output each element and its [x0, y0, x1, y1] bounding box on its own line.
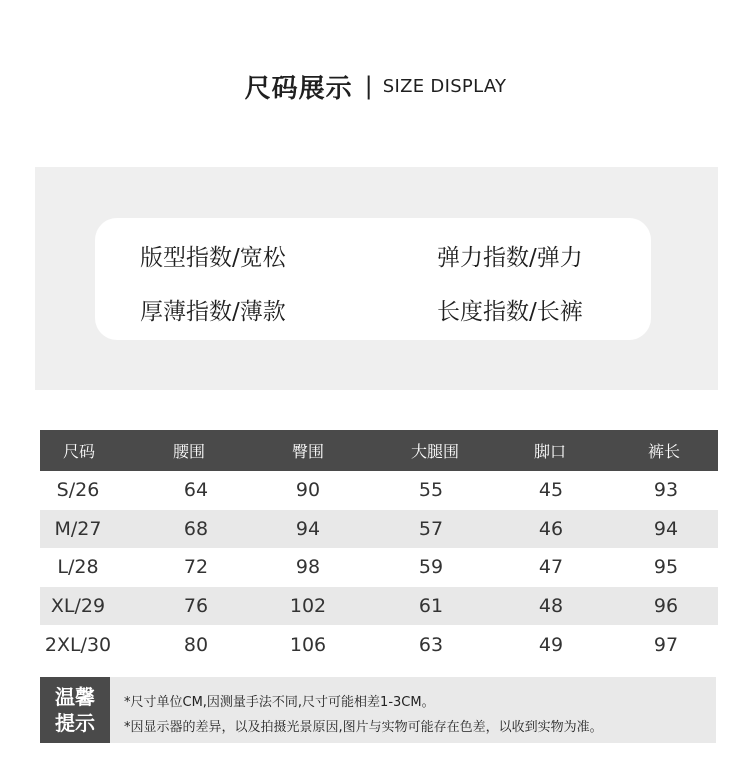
measurement-cell: 64 — [183, 479, 209, 502]
measurement-cell: 63 — [418, 633, 444, 656]
measurement-cell: 102 — [289, 595, 327, 618]
index-elasticity: 弹力指数/弹力 — [437, 245, 583, 271]
table-header-cell: 腰围 — [173, 442, 206, 461]
index-thickness: 厚薄指数/薄款 — [140, 299, 286, 325]
measurement-cell: 49 — [538, 633, 564, 656]
measurement-cell: 76 — [183, 595, 209, 618]
measurement-cell: 97 — [653, 633, 679, 656]
tips-tag-line: 温馨 — [55, 685, 95, 709]
index-length: 长度指数/长裤 — [437, 299, 583, 325]
table-header-cell: 裤长 — [648, 442, 681, 461]
measurement-cell: 72 — [183, 556, 209, 579]
measurement-cell: 46 — [538, 517, 564, 540]
index-fit: 版型指数/宽松 — [140, 245, 286, 271]
measurement-cell: 55 — [418, 479, 444, 502]
measurement-cell: 106 — [289, 633, 327, 656]
section-title-en: SIZE DISPLAY — [382, 75, 507, 97]
table-header-cell: 大腿围 — [411, 442, 460, 461]
table-header-cell: 脚口 — [534, 442, 567, 461]
table-row — [40, 548, 718, 587]
tips-tag-line: 提示 — [55, 711, 95, 735]
size-label-cell: M/27 — [54, 517, 102, 540]
section-header — [0, 66, 751, 106]
measurement-cell: 94 — [295, 517, 321, 540]
measurement-cell: 61 — [418, 595, 444, 618]
table-row — [40, 625, 718, 664]
table-header — [40, 430, 718, 471]
measurement-cell: 98 — [295, 556, 321, 579]
measurement-cell: 45 — [538, 479, 564, 502]
table-row — [40, 587, 718, 626]
size-label-cell: L/28 — [57, 556, 99, 579]
table-row — [40, 471, 718, 510]
tips-tag — [40, 677, 110, 743]
tips-box — [40, 677, 716, 743]
measurement-cell: 80 — [183, 633, 209, 656]
measurement-cell: 96 — [653, 595, 679, 618]
measurement-cell: 57 — [418, 517, 444, 540]
measurement-cell: 59 — [418, 556, 444, 579]
size-table — [40, 430, 718, 664]
tip-line: *尺寸单位CM,因测量手法不同,尺寸可能相差1-3CM。 — [124, 695, 435, 710]
section-title-cn: 尺码展示 — [244, 73, 353, 104]
measurement-cell: 90 — [295, 479, 321, 502]
measurement-cell: 48 — [538, 595, 564, 618]
size-label-cell: S/26 — [56, 479, 100, 502]
table-header-cell: 臀围 — [292, 442, 325, 461]
index-card — [95, 218, 651, 340]
table-row — [40, 510, 718, 549]
measurement-cell: 95 — [653, 556, 679, 579]
size-label-cell: 2XL/30 — [44, 633, 112, 656]
table-header-cell: 尺码 — [63, 442, 96, 461]
title-separator: | — [364, 72, 373, 100]
measurement-cell: 68 — [183, 517, 209, 540]
tip-line: *因显示器的差异，以及拍摄光景原因,图片与实物可能存在色差，以收到实物为准。 — [124, 720, 603, 735]
size-label-cell: XL/29 — [50, 595, 106, 618]
measurement-cell: 93 — [653, 479, 679, 502]
measurement-cell: 94 — [653, 517, 679, 540]
measurement-cell: 47 — [538, 556, 564, 579]
